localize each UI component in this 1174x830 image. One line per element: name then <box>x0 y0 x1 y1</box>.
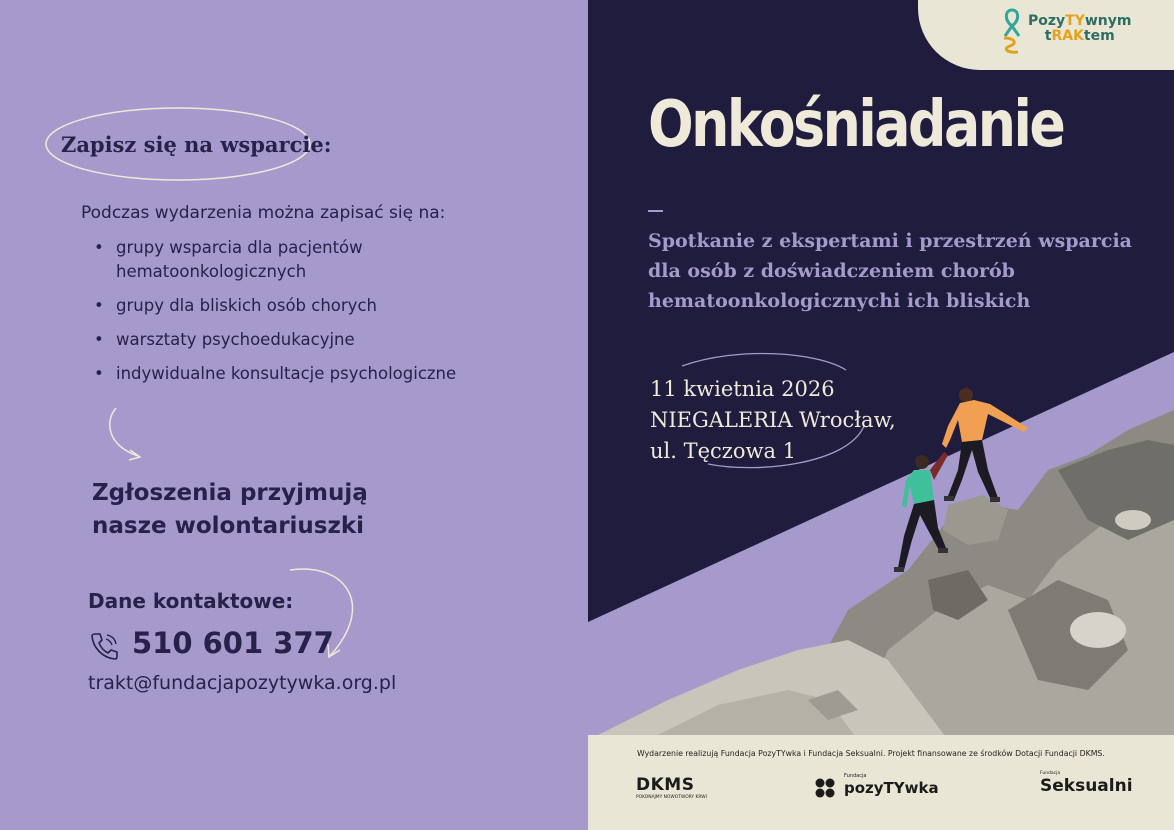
event-details <box>650 374 896 467</box>
flower-icon <box>814 777 836 799</box>
footer-credits: Wydarzenie realizują Fundacja PozyTYwka i Fundacja Seksualni. Projekt finansowane ze środków Dotacji Fundacji DKMS. <box>637 749 1105 758</box>
logo-text-part: Pozy <box>1028 13 1066 29</box>
intro-text: Podczas wydarzenia można zapisać się na: <box>81 203 446 223</box>
list-item: • indywidualne konsultacje psychologiczne <box>94 362 514 386</box>
event-address: ul. Tęczowa 1 <box>650 439 797 463</box>
contact-label: Dane kontaktowe: <box>88 589 294 613</box>
event-venue: NIEGALERIA Wrocław, <box>650 408 896 432</box>
divider <box>648 210 663 212</box>
logo-text-part: t <box>1044 28 1052 44</box>
seksualni-name: Seksualni <box>1040 776 1133 796</box>
signup-options-list <box>94 236 514 396</box>
ribbon-road-icon <box>1000 8 1024 54</box>
pozytywka-name: pozyTYwka <box>844 779 939 797</box>
volunteers-note <box>92 477 368 543</box>
sponsors-footer <box>588 735 1174 830</box>
pozytywnym-traktem-logo <box>918 0 1174 70</box>
signup-heading: Zapisz się na wsparcie: <box>61 132 332 157</box>
pozytywka-small-label: Fundacja <box>844 773 867 779</box>
list-item: • warsztaty psychoedukacyjne <box>94 328 514 352</box>
list-item: • grupy wsparcia dla pacjentów hematoonkologicznych <box>94 236 514 284</box>
logo-text-highlight: TY <box>1065 13 1085 29</box>
right-panel <box>588 0 1174 830</box>
volunteers-line-2: nasze wolontariuszki <box>92 513 365 539</box>
dkms-tagline: POKONAJMY NOWOTWORY KRWI <box>636 795 707 800</box>
contact-email[interactable]: trakt@fundacjapozytywka.org.pl <box>88 672 397 694</box>
phone-number[interactable]: 510 601 377 <box>132 626 334 660</box>
seksualni-small-label: Fundacja <box>1040 771 1061 776</box>
volunteers-line-1: Zgłoszenia przyjmują <box>92 480 368 506</box>
signup-heading-oval <box>44 106 332 182</box>
logo-wordmark <box>1028 14 1131 44</box>
page-title: Onkośniadanie <box>648 88 1064 162</box>
event-subtitle: Spotkanie z ekspertami i przestrzeń wsparcia dla osób z doświadczeniem chorób hematoonkologicznychi ich bliskich <box>648 230 1132 312</box>
event-date: 11 kwietnia 2026 <box>650 377 835 401</box>
logo-text-highlight: RAK <box>1051 28 1084 44</box>
logo-text-part: wnym <box>1084 13 1132 29</box>
dkms-name: DKMS <box>636 775 695 795</box>
phone-icon <box>88 630 120 662</box>
dkms-logo <box>636 775 707 800</box>
seksualni-logo <box>1040 771 1133 796</box>
curved-arrow-icon <box>98 404 148 464</box>
logo-text-part: tem <box>1083 28 1115 44</box>
list-item: • grupy dla bliskich osób chorych <box>94 294 514 318</box>
